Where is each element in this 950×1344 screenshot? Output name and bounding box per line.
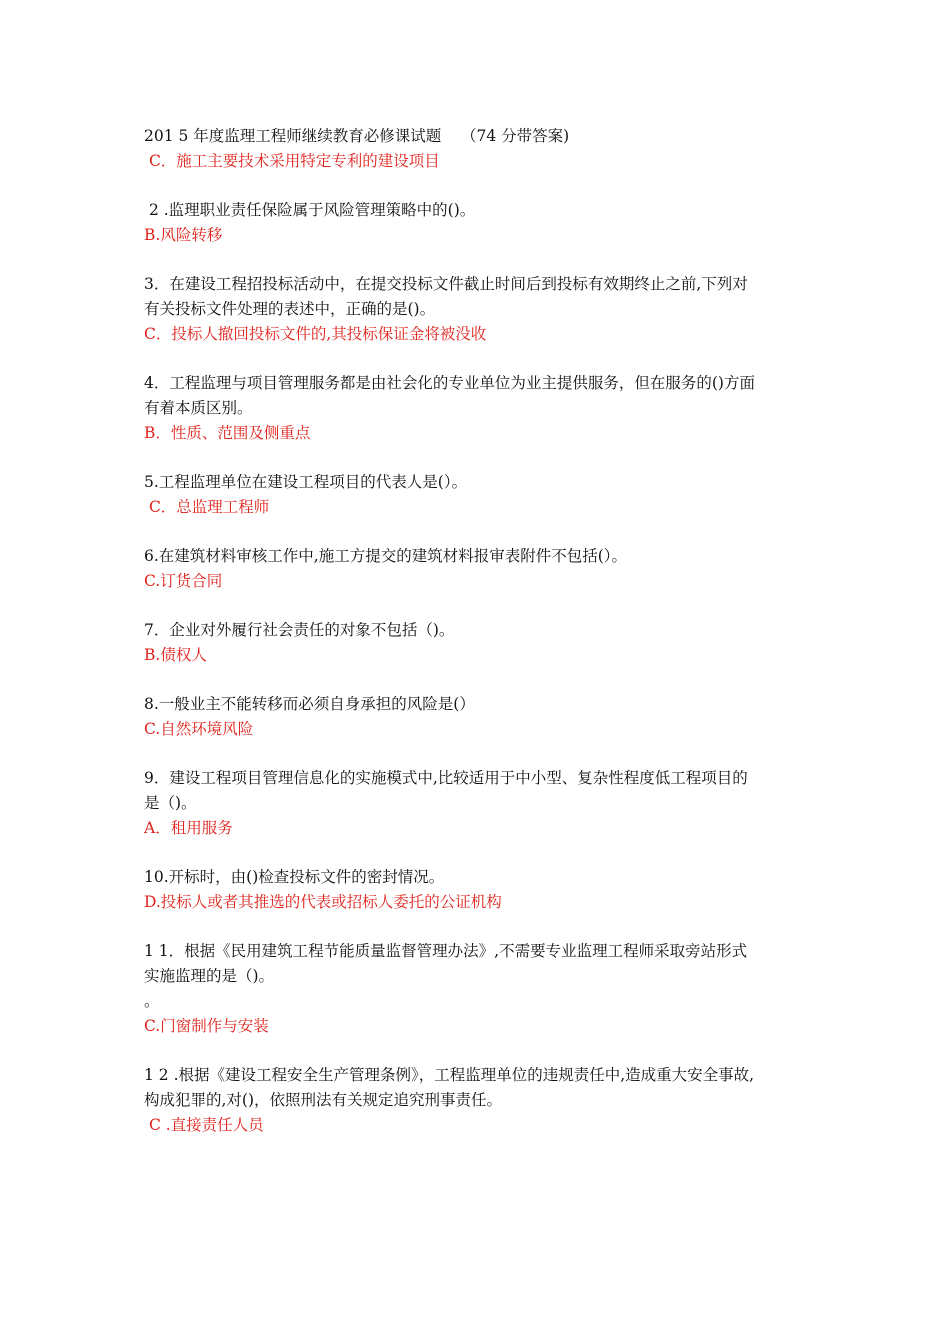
question-11 bbox=[144, 939, 812, 1039]
question-9-text-line-1: 9．建设工程项目管理信息化的实施模式中,比较适用于中小型、复杂性程度低工程项目的 bbox=[144, 769, 748, 787]
question-12-text-line-2: 构成犯罪的,对()，依照刑法有关规定追究刑事责任。 bbox=[144, 1091, 503, 1109]
question-12-text-line-1: 1 2 .根据《建设工程安全生产管理条例》，工程监理单位的违规责任中,造成重大安全事故, bbox=[144, 1066, 755, 1084]
question-2 bbox=[144, 198, 812, 248]
question-9 bbox=[144, 766, 812, 841]
question-6-text: 6.在建筑材料审核工作中,施工方提交的建筑材料报审表附件不包括(）。 bbox=[144, 547, 628, 565]
question-8 bbox=[144, 692, 812, 742]
answer-6: C.订货合同 bbox=[144, 572, 223, 590]
answer-10: D.投标人或者其推选的代表或招标人委托的公证机构 bbox=[144, 893, 502, 911]
answer-8: C.自然环境风险 bbox=[144, 720, 254, 738]
question-7 bbox=[144, 618, 812, 668]
question-8-text: 8.一般业主不能转移而必须自身承担的风险是(） bbox=[144, 695, 475, 713]
question-4 bbox=[144, 371, 812, 446]
answer-1: C．施工主要技术采用特定专利的建设项目 bbox=[144, 152, 440, 170]
question-5-text: 5.工程监理单位在建设工程项目的代表人是(）。 bbox=[144, 473, 468, 491]
question-11-text-line-1: 1 1．根据《民用建筑工程节能质量监督管理办法》,不需要专业监理工程师采取旁站形式 bbox=[144, 942, 748, 960]
question-5 bbox=[144, 470, 812, 520]
answer-7: B.债权人 bbox=[144, 646, 207, 664]
question-12 bbox=[144, 1063, 812, 1138]
question-3-text-line-2: 有关投标文件处理的表述中，正确的是()。 bbox=[144, 300, 436, 318]
question-4-text-line-2: 有着本质区别。 bbox=[144, 399, 253, 417]
question-1 bbox=[144, 149, 812, 174]
question-6 bbox=[144, 544, 812, 594]
question-3 bbox=[144, 272, 812, 347]
document-page bbox=[144, 124, 812, 1162]
answer-5: C．总监理工程师 bbox=[144, 498, 270, 516]
question-11-text-line-3: 。 bbox=[144, 992, 160, 1010]
answer-9: A．租用服务 bbox=[144, 819, 233, 837]
answer-4: B．性质、范围及侧重点 bbox=[144, 424, 311, 442]
question-4-text-line-1: 4．工程监理与项目管理服务都是由社会化的专业单位为业主提供服务，但在服务的()方面 bbox=[144, 374, 755, 392]
question-10-text: 10.开标时，由()检查投标文件的密封情况。 bbox=[144, 868, 445, 886]
answer-12: C .直接责任人员 bbox=[144, 1116, 264, 1134]
question-3-text-line-1: 3．在建设工程招投标活动中，在提交投标文件截止时间后到投标有效期终止之前,下列对 bbox=[144, 275, 748, 293]
answer-3: C．投标人撤回投标文件的,其投标保证金将被没收 bbox=[144, 325, 487, 343]
question-11-text-line-2: 实施监理的是（)。 bbox=[144, 967, 275, 985]
question-2-text: 2 .监理职业责任保险属于风险管理策略中的()。 bbox=[144, 201, 476, 219]
answer-2: B.风险转移 bbox=[144, 226, 223, 244]
question-7-text: 7．企业对外履行社会责任的对象不包括（)。 bbox=[144, 621, 455, 639]
question-10 bbox=[144, 865, 812, 915]
document-title: 201 5 年度监理工程师继续教育必修课试题 （74 分带答案) bbox=[144, 127, 570, 145]
question-9-text-line-2: 是（)。 bbox=[144, 794, 197, 812]
answer-11: C.门窗制作与安装 bbox=[144, 1017, 269, 1035]
